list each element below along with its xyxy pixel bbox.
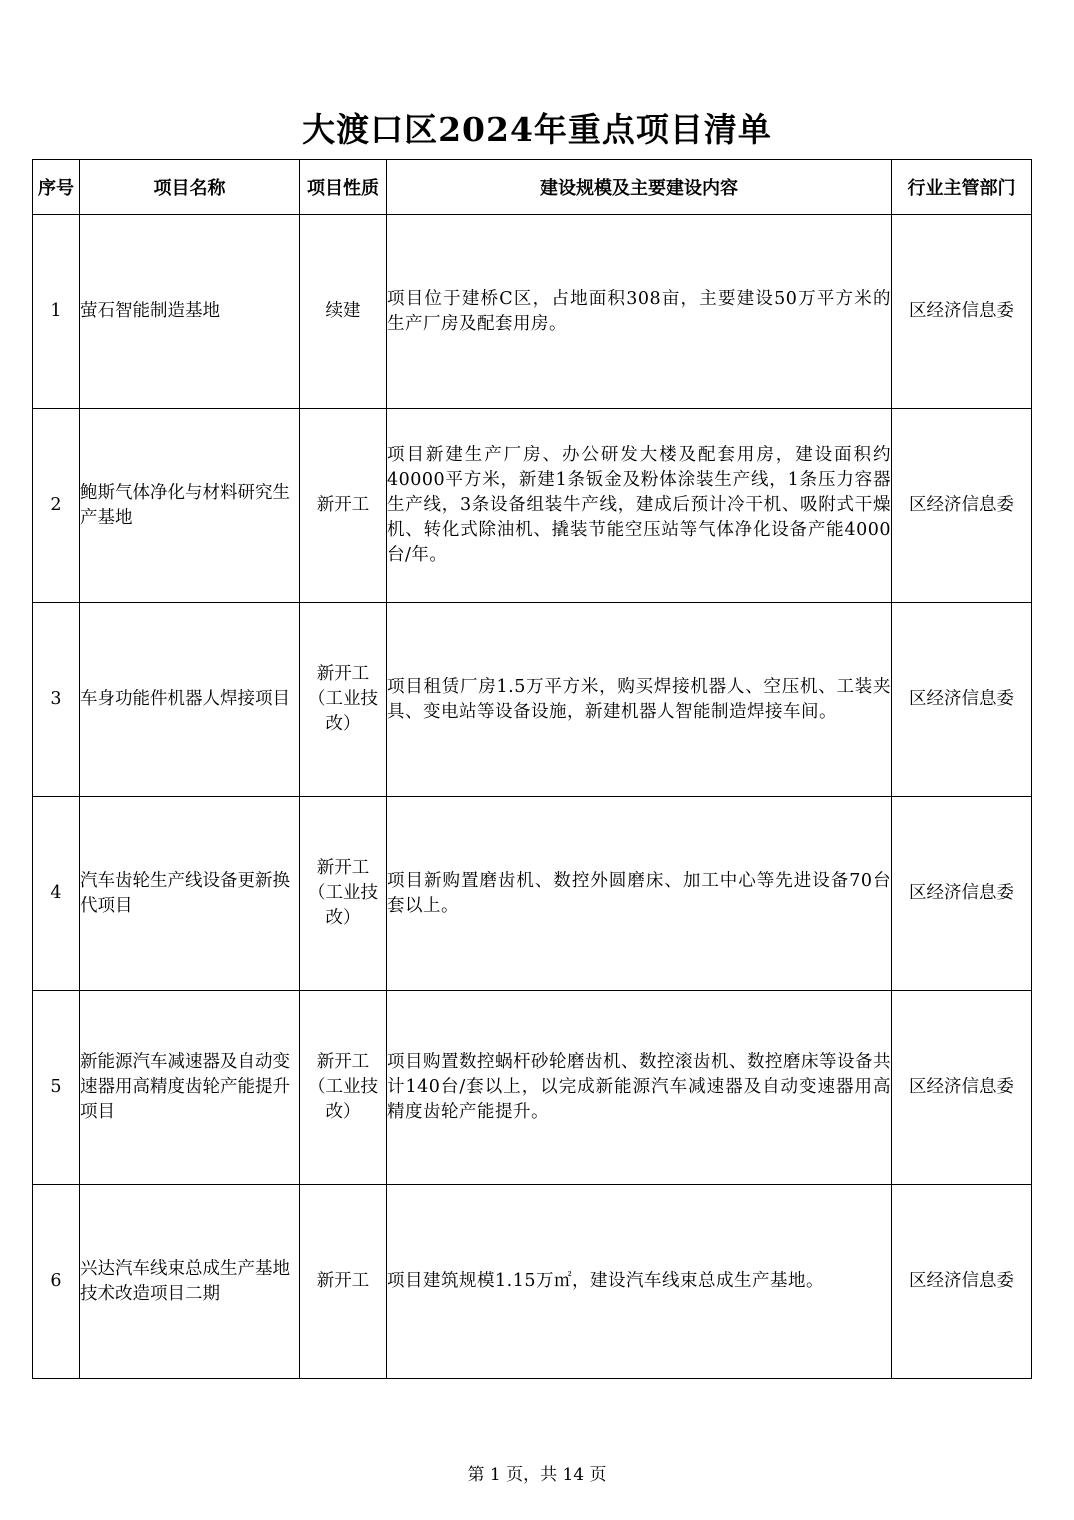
row-construction-content: 项目建筑规模1.15万㎡，建设汽车线束总成生产基地。 <box>387 1185 892 1379</box>
page-title: 大渡口区2024年重点项目清单 <box>302 110 772 149</box>
row-project-name: 鲍斯气体净化与材料研究生产基地 <box>80 409 300 603</box>
header-construction-content: 建设规模及主要建设内容 <box>387 160 892 215</box>
row-construction-content: 项目新购置磨齿机、数控外圆磨床、加工中心等先进设备70台套以上。 <box>387 797 892 991</box>
row-serial: 2 <box>33 409 80 603</box>
row-serial: 4 <box>33 797 80 991</box>
header-project-type: 项目性质 <box>300 160 387 215</box>
row-department: 区经济信息委 <box>892 1185 1032 1379</box>
table-row <box>33 409 1032 603</box>
table-row <box>33 1185 1032 1379</box>
row-project-name: 新能源汽车减速器及自动变速器用高精度齿轮产能提升项目 <box>80 991 300 1185</box>
page-footer: 第 1 页，共 14 页 <box>467 1465 607 1485</box>
row-department: 区经济信息委 <box>892 215 1032 409</box>
row-serial: 6 <box>33 1185 80 1379</box>
header-project-name: 项目名称 <box>80 160 300 215</box>
header-department: 行业主管部门 <box>892 160 1032 215</box>
row-project-name: 汽车齿轮生产线设备更新换代项目 <box>80 797 300 991</box>
header-serial: 序号 <box>33 160 80 215</box>
row-construction-content: 项目位于建桥C区，占地面积308亩，主要建设50万平方米的生产厂房及配套用房。 <box>387 215 892 409</box>
row-construction-content: 项目购置数控蜗杆砂轮磨齿机、数控滚齿机、数控磨床等设备共计140台/套以上，以完成新能源汽车减速器及自动变速器用高精度齿轮产能提升。 <box>387 991 892 1185</box>
row-construction-content: 项目新建生产厂房、办公研发大楼及配套用房，建设面积约40000平方米，新建1条钣金及粉体涂装生产线，1条压力容器生产线，3条设备组装牛产线，建成后预计冷干机、吸附式干燥机、转化式除油机、撬装节能空压站等气体净化设备产能4000台/年。 <box>387 409 892 603</box>
row-serial: 3 <box>33 603 80 797</box>
row-project-type: 新开工（工业技改） <box>300 797 387 991</box>
row-serial: 5 <box>33 991 80 1185</box>
row-department: 区经济信息委 <box>892 409 1032 603</box>
row-department: 区经济信息委 <box>892 797 1032 991</box>
row-project-type: 续建 <box>300 215 387 409</box>
row-project-type: 新开工 <box>300 1185 387 1379</box>
table-row <box>33 797 1032 991</box>
table-row <box>33 603 1032 797</box>
table-row <box>33 991 1032 1185</box>
row-department: 区经济信息委 <box>892 603 1032 797</box>
row-project-type: 新开工 <box>300 409 387 603</box>
project-table <box>32 159 1032 1379</box>
row-construction-content: 项目租赁厂房1.5万平方米，购买焊接机器人、空压机、工装夹具、变电站等设备设施，新建机器人智能制造焊接车间。 <box>387 603 892 797</box>
row-department: 区经济信息委 <box>892 991 1032 1185</box>
row-project-type: 新开工（工业技改） <box>300 991 387 1185</box>
row-project-name: 车身功能件机器人焊接项目 <box>80 603 300 797</box>
row-serial: 1 <box>33 215 80 409</box>
table-row <box>33 215 1032 409</box>
row-project-name: 萤石智能制造基地 <box>80 215 300 409</box>
row-project-name: 兴达汽车线束总成生产基地技术改造项目二期 <box>80 1185 300 1379</box>
row-project-type: 新开工（工业技改） <box>300 603 387 797</box>
table-header-row <box>33 160 1032 215</box>
